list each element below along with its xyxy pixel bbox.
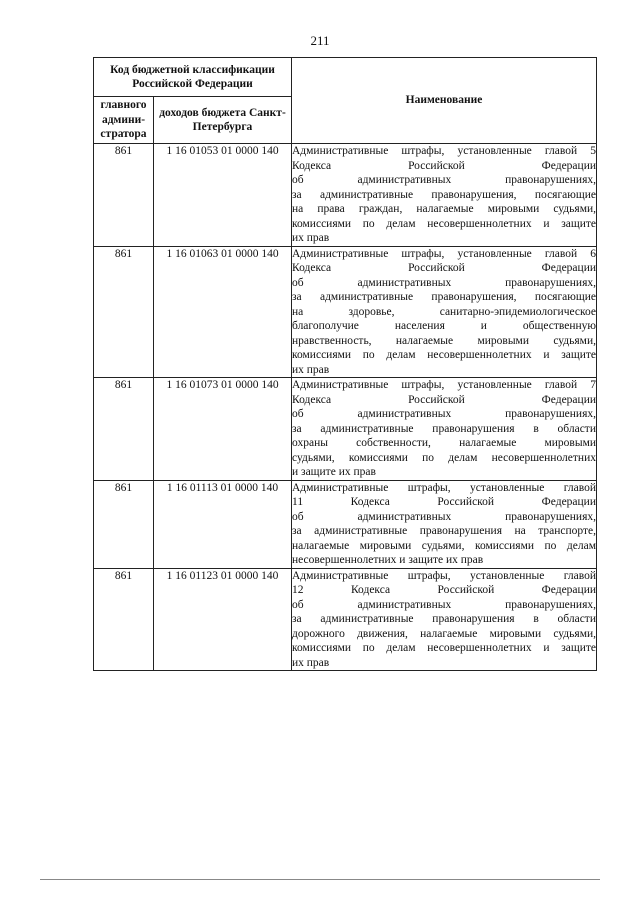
name-cell	[292, 568, 597, 671]
name-text-line: об административных правонарушениях,	[292, 276, 596, 289]
name-cell	[292, 246, 597, 378]
name-text-line: 11 Кодекса Российской Федерации	[292, 496, 596, 508]
income-code-cell: 1 16 01063 01 0000 140	[154, 246, 292, 378]
name-text-line: нравственность, налагаемые мировыми судьями,	[292, 334, 596, 347]
name-text-line: охраны собственности, налагаемые мировыми	[292, 437, 596, 449]
table-row	[94, 144, 597, 247]
name-text-line: дорожного движения, налагаемые мировыми судьями,	[292, 627, 596, 640]
income-code-cell: 1 16 01123 01 0000 140	[154, 568, 292, 671]
name-text-line: Кодекса Российской Федерации	[292, 393, 596, 406]
name-text-line: и защите их прав	[292, 466, 376, 478]
name-text-line: об административных правонарушениях,	[292, 510, 596, 523]
name-text-line: на здоровье, санитарно-эпидемиологическое	[292, 305, 596, 318]
page-number: 211	[310, 33, 330, 48]
name-text-line: Административные штрафы, установленные главой 7	[292, 379, 596, 391]
name-text-line: об административных правонарушениях,	[292, 174, 596, 186]
name-text-line: налагаемые мировыми судьями, комиссиями по делам	[292, 539, 596, 552]
income-code-cell: 1 16 01073 01 0000 140	[154, 378, 292, 481]
name-text-line: за административные правонарушения в области	[292, 613, 596, 625]
name-text-line: Административные штрафы, установленные главой	[292, 569, 596, 582]
name-text-line: 12 Кодекса Российской Федерации	[292, 584, 596, 596]
header-budget-classification-code: Код бюджетной классификации Российской Федерации	[94, 58, 292, 97]
name-text-line: несовершеннолетних и защите их прав	[292, 554, 484, 566]
name-text-line: Кодекса Российской Федерации	[292, 159, 596, 172]
footer-divider	[40, 879, 600, 880]
name-text-line: Административные штрафы, установленные главой 5	[292, 145, 596, 157]
name-text-line: судьями, комиссиями по делам несовершеннолетних	[292, 451, 596, 464]
name-text-line: за административные правонарушения, посягающие	[292, 188, 596, 201]
name-text-line: их прав	[292, 232, 330, 244]
name-text-line: Кодекса Российской Федерации	[292, 262, 596, 274]
name-text-line: за административные правонарушения, посягающие	[292, 291, 596, 303]
name-text-line: комиссиями по делам несовершеннолетних и защите	[292, 642, 596, 654]
admin-code-cell: 861	[94, 568, 154, 671]
name-cell	[292, 480, 597, 568]
name-text-line: их прав	[292, 656, 330, 669]
name-text-line: комиссиями по делам несовершеннолетних и защите	[292, 217, 596, 230]
table-row	[94, 480, 597, 568]
table-row	[94, 246, 597, 378]
name-text-line: комиссиями по делам несовершеннолетних и защите	[292, 349, 596, 361]
income-code-cell: 1 16 01053 01 0000 140	[154, 144, 292, 247]
admin-code-cell: 861	[94, 378, 154, 481]
income-code-cell: 1 16 01113 01 0000 140	[154, 480, 292, 568]
name-text-line: их прав	[292, 363, 330, 376]
table-body	[94, 144, 597, 671]
admin-code-cell: 861	[94, 480, 154, 568]
budget-classification-table	[93, 57, 597, 671]
name-text-line: об административных правонарушениях,	[292, 408, 596, 420]
name-text-line: благополучие населения и общественную	[292, 320, 596, 332]
name-text-line: за административные правонарушения в области	[292, 422, 596, 435]
name-cell	[292, 144, 597, 247]
name-text-line: за административные правонарушения на транспорте,	[292, 525, 596, 537]
table-row	[94, 568, 597, 671]
name-text-line: на права граждан, налагаемые мировыми судьями,	[292, 203, 596, 215]
name-text-line: об административных правонарушениях,	[292, 598, 596, 611]
header-budget-income: доходов бюджета Санкт-Петербурга	[154, 97, 292, 144]
name-text-line: Административные штрафы, установленные главой	[292, 481, 596, 494]
header-name: Наименование	[292, 58, 597, 144]
header-chief-administrator: главного админи-стратора	[94, 97, 154, 144]
admin-code-cell: 861	[94, 144, 154, 247]
name-text-line: Административные штрафы, установленные главой 6	[292, 247, 596, 260]
table-row	[94, 378, 597, 481]
admin-code-cell: 861	[94, 246, 154, 378]
name-cell	[292, 378, 597, 481]
